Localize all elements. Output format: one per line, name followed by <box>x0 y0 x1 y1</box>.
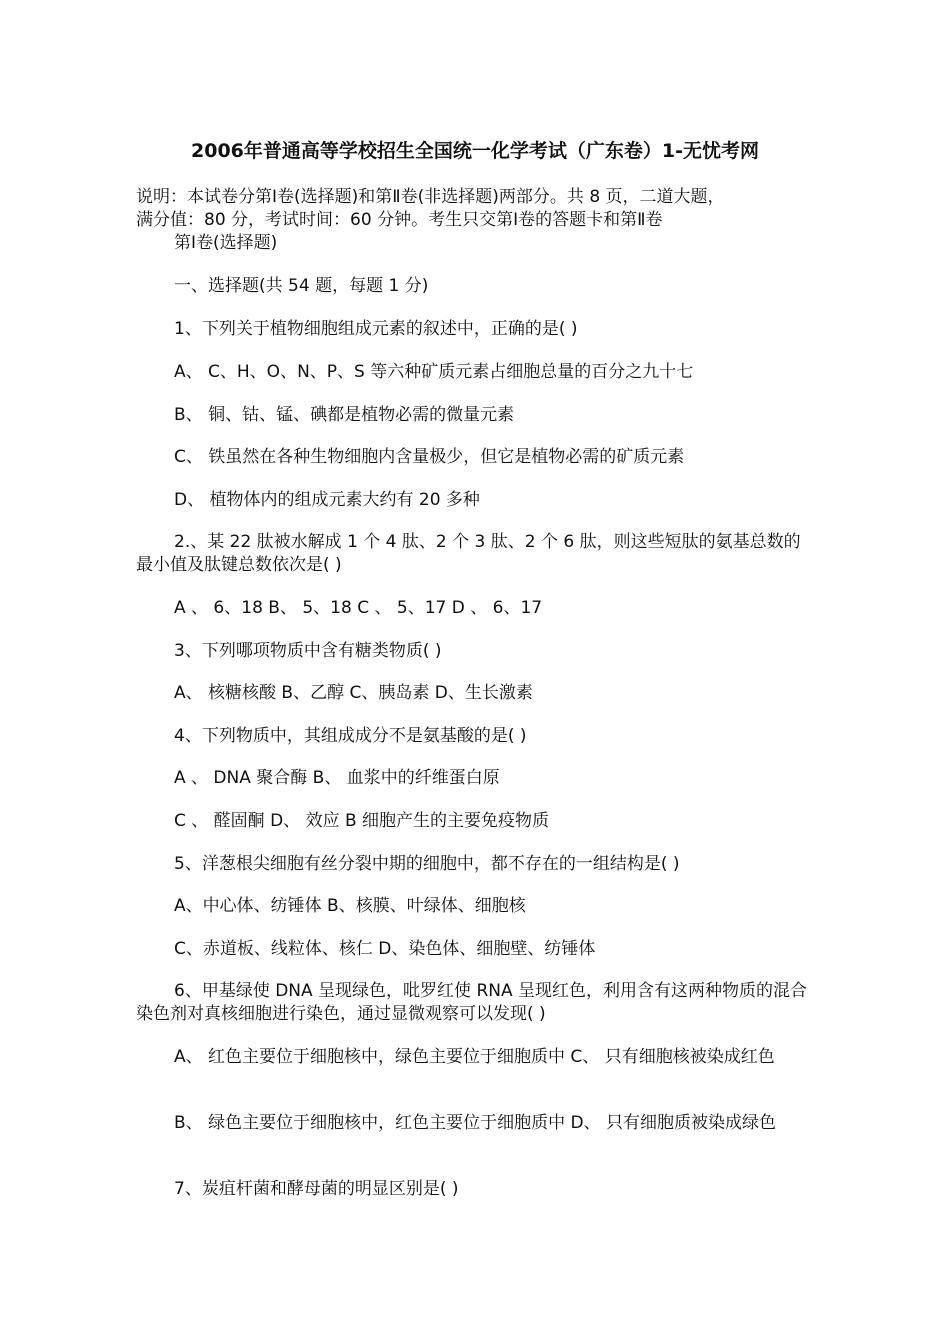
question-1-option-c: C、 铁虽然在各种生物细胞内含量极少，但它是植物必需的矿质元素 <box>174 447 685 467</box>
question-4-stem: 4、下列物质中，其组成成分不是氨基酸的是( ) <box>174 726 527 746</box>
question-6-options-bd: B、 绿色主要位于细胞核中，红色主要位于细胞质中 D、 只有细胞质被染成绿色 <box>174 1113 776 1133</box>
question-6-stem: 6、甲基绿使 DNA 呈现绿色，吡罗红使 RNA 呈现红色，利用含有这两种物质的混合染色剂对真核细胞进行染色，通过显微观察可以发现( ) <box>136 981 808 1024</box>
question-4-options-ab: A 、 DNA 聚合酶 B、 血浆中的纤维蛋白原 <box>174 768 500 788</box>
intro-line-1: 说明：本试卷分第Ⅰ卷(选择题)和第Ⅱ卷(非选择题)两部分。共 8 页，二道大题， <box>136 187 725 207</box>
section-label: 第Ⅰ卷(选择题) <box>174 233 278 253</box>
part-heading: 一、选择题(共 54 题，每题 1 分) <box>174 276 429 296</box>
question-1-stem: 1、下列关于植物细胞组成元素的叙述中，正确的是( ) <box>174 319 578 339</box>
intro-line-2: 满分值：80 分，考试时间：60 分钟。考生只交第Ⅰ卷的答题卡和第Ⅱ卷 <box>136 210 663 230</box>
question-4-options-cd: C 、 醛固酮 D、 效应 B 细胞产生的主要免疫物质 <box>174 811 550 831</box>
question-2-stem: 2.、某 22 肽被水解成 1 个 4 肽、2 个 3 肽、2 个 6 肽，则这些短肽的氨基总数的最小值及肽键总数依次是( ) <box>136 532 801 575</box>
question-5-options-ab: A、中心体、纺锤体 B、核膜、叶绿体、细胞核 <box>174 896 526 916</box>
question-6-options-ac: A、 红色主要位于细胞核中，绿色主要位于细胞质中 C、 只有细胞核被染成红色 <box>174 1047 775 1067</box>
question-7-stem: 7、炭疽杆菌和酵母菌的明显区别是( ) <box>174 1179 459 1199</box>
question-1-option-d: D、 植物体内的组成元素大约有 20 多种 <box>174 490 480 510</box>
page-title: 2006年普通高等学校招生全国统一化学考试（广东卷）1-无忧考网 <box>191 140 759 162</box>
question-1-option-a: A、 C、H、O、N、P、S 等六种矿质元素占细胞总量的百分之九十七 <box>174 362 694 382</box>
question-2-options: A 、 6、18 B、 5、18 C 、 5、17 D 、 6、17 <box>174 598 543 618</box>
question-5-stem: 5、洋葱根尖细胞有丝分裂中期的细胞中，都不存在的一组结构是( ) <box>174 854 680 874</box>
question-3-options: A、 核糖核酸 B、乙醇 C、胰岛素 D、生长激素 <box>174 683 533 703</box>
question-3-stem: 3、下列哪项物质中含有糖类物质( ) <box>174 641 442 661</box>
question-5-options-cd: C、赤道板、线粒体、核仁 D、染色体、细胞壁、纺锤体 <box>174 939 596 959</box>
question-1-option-b: B、 铜、钴、锰、碘都是植物必需的微量元素 <box>174 405 515 425</box>
